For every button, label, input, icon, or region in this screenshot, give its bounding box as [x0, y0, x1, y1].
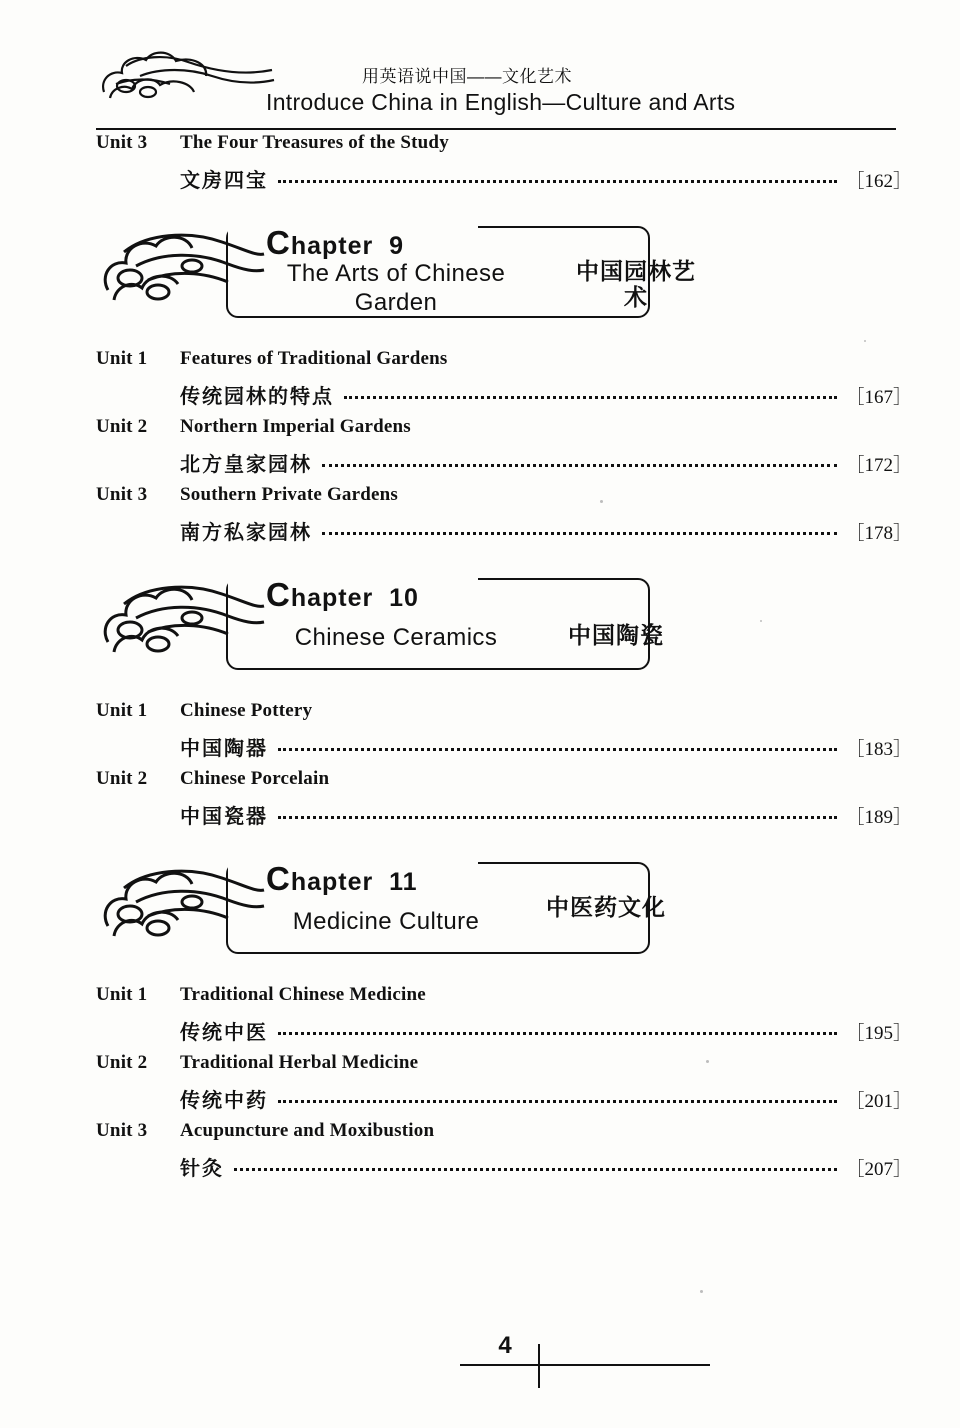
- page-number: ［189］: [845, 807, 912, 828]
- unit-label: Unit 3: [96, 484, 148, 505]
- chapter-label-dropcap: C: [266, 860, 291, 897]
- page-number: ［172］: [845, 455, 912, 476]
- toc-entry[interactable]: [96, 348, 912, 414]
- running-head: [96, 40, 896, 130]
- scan-speck: [600, 500, 603, 503]
- dot-leader: [278, 180, 837, 183]
- chapter-label-dropcap: C: [266, 576, 291, 613]
- entry-title-english: Chinese Pottery: [180, 700, 313, 721]
- toc-entry-english: [96, 484, 912, 516]
- chapter-label-dropcap: C: [266, 224, 291, 261]
- dot-leader: [344, 396, 837, 399]
- page-footer: [0, 1318, 960, 1388]
- page-number: ［201］: [845, 1091, 912, 1112]
- toc-entry-chinese: [96, 800, 912, 834]
- running-head-chinese: 用英语说中国——文化艺术: [362, 67, 572, 86]
- entry-title-english: Southern Private Gardens: [180, 484, 399, 505]
- dot-leader: [278, 1100, 837, 1103]
- toc-entry[interactable]: [96, 1052, 912, 1118]
- table-of-contents: [96, 132, 912, 1188]
- unit-label: Unit 3: [96, 132, 148, 153]
- chapter-number: 11: [389, 868, 418, 896]
- toc-entry-chinese: [96, 1152, 912, 1186]
- running-head-text: [266, 62, 735, 116]
- unit-label: Unit 1: [96, 984, 148, 1005]
- chapter-title-chinese: 中医药文化: [546, 895, 666, 921]
- unit-label: Unit 2: [96, 416, 148, 437]
- footer-rule: [460, 1364, 710, 1366]
- folio-number: 4: [498, 1332, 512, 1359]
- toc-entry-english: [96, 132, 912, 164]
- chapter-title-english: The Arts of Chinese Garden: [286, 260, 506, 316]
- entry-title-chinese: 文房四宝: [180, 168, 268, 192]
- toc-entry-english: [96, 1052, 912, 1084]
- entry-title-english: Acupuncture and Moxibustion: [180, 1120, 435, 1141]
- chapter-title-english: Medicine Culture: [292, 908, 480, 935]
- footer-tick-mark: [538, 1344, 540, 1388]
- page-number: ［178］: [845, 523, 912, 544]
- chapter-label: [266, 860, 418, 898]
- entry-title-english: Traditional Herbal Medicine: [180, 1052, 419, 1073]
- toc-entry-english: [96, 700, 912, 732]
- dot-leader: [278, 1032, 837, 1035]
- chapter-label-word: hapter: [290, 868, 374, 896]
- chapter-title-english: Chinese Ceramics: [294, 624, 498, 651]
- page-number: ［162］: [845, 171, 912, 192]
- unit-label: Unit 2: [96, 1052, 148, 1073]
- chapter-banner: [96, 216, 912, 334]
- cloud-ornament-icon: [96, 216, 266, 316]
- toc-entry-chinese: [96, 1016, 912, 1050]
- unit-label: Unit 2: [96, 768, 148, 789]
- dot-leader: [322, 532, 837, 535]
- chapter-number: 10: [389, 584, 419, 612]
- toc-entry[interactable]: [96, 484, 912, 550]
- toc-entry[interactable]: [96, 700, 912, 766]
- entry-title-english: Chinese Porcelain: [180, 768, 330, 789]
- toc-entry-chinese: [96, 732, 912, 766]
- toc-entry-chinese: [96, 448, 912, 482]
- toc-entry-chinese: [96, 164, 912, 198]
- toc-entry-chinese: [96, 1084, 912, 1118]
- header-rule: [96, 128, 896, 130]
- unit-label: Unit 1: [96, 700, 148, 721]
- toc-entry[interactable]: [96, 1120, 912, 1186]
- toc-entry[interactable]: [96, 984, 912, 1050]
- cloud-ornament-icon: [96, 40, 276, 110]
- chapter-label: [266, 224, 404, 262]
- running-head-english: Introduce China in English—Culture and Arts: [266, 89, 736, 115]
- entry-title-english: Features of Traditional Gardens: [180, 348, 448, 369]
- chapter-title-chinese: 中国园林艺术: [576, 259, 696, 311]
- toc-entry[interactable]: [96, 416, 912, 482]
- dot-leader: [234, 1168, 837, 1171]
- chapter-number: 9: [389, 232, 405, 260]
- entry-title-chinese: 北方皇家园林: [180, 452, 312, 476]
- entry-title-chinese: 针灸: [180, 1156, 224, 1180]
- scan-speck: [864, 340, 866, 342]
- cloud-ornament-icon: [96, 568, 266, 668]
- toc-entry-english: [96, 1120, 912, 1152]
- unit-label: Unit 3: [96, 1120, 148, 1141]
- entry-title-chinese: 南方私家园林: [180, 520, 312, 544]
- toc-entry[interactable]: [96, 768, 912, 834]
- dot-leader: [278, 748, 837, 751]
- entry-title-english: Northern Imperial Gardens: [180, 416, 411, 437]
- chapter-banner: [96, 852, 912, 970]
- toc-entry-english: [96, 416, 912, 448]
- dot-leader: [322, 464, 837, 467]
- toc-entry[interactable]: [96, 132, 912, 198]
- entry-title-english: The Four Treasures of the Study: [180, 132, 449, 153]
- entry-title-chinese: 传统中药: [180, 1088, 268, 1112]
- entry-title-chinese: 传统中医: [180, 1020, 268, 1044]
- entry-title-chinese: 传统园林的特点: [180, 384, 334, 408]
- dot-leader: [278, 816, 837, 819]
- cloud-ornament-icon: [96, 852, 266, 952]
- page-number: ［167］: [845, 387, 912, 408]
- chapter-title-chinese: 中国陶瓷: [568, 623, 664, 649]
- toc-entry-english: [96, 768, 912, 800]
- toc-entry-chinese: [96, 516, 912, 550]
- page-number: ［207］: [845, 1159, 912, 1180]
- toc-entry-english: [96, 984, 912, 1016]
- entry-title-chinese: 中国陶器: [180, 736, 268, 760]
- chapter-banner: [96, 568, 912, 686]
- unit-label: Unit 1: [96, 348, 148, 369]
- toc-entry-chinese: [96, 380, 912, 414]
- chapter-label: [266, 576, 419, 614]
- entry-title-english: Traditional Chinese Medicine: [180, 984, 426, 1005]
- scan-speck: [700, 1290, 703, 1293]
- chapter-label-word: hapter: [290, 232, 374, 260]
- page-number: ［183］: [845, 739, 912, 760]
- scan-speck: [760, 620, 762, 622]
- scan-speck: [706, 1060, 709, 1063]
- entry-title-chinese: 中国瓷器: [180, 804, 268, 828]
- toc-entry-english: [96, 348, 912, 380]
- chapter-label-word: hapter: [290, 584, 374, 612]
- page-number: ［195］: [845, 1023, 912, 1044]
